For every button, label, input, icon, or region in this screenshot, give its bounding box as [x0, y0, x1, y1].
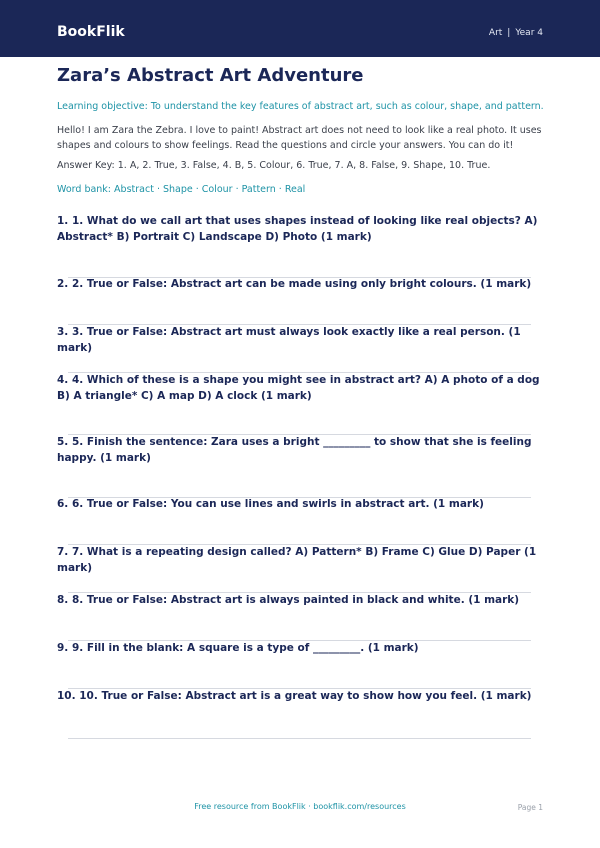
word-bank-label: Word bank:: [57, 184, 112, 195]
question-7: 7. 7. What is a repeating design called? A) Pattern* B) Frame C) Glue D) Paper (1 mark): [57, 546, 537, 574]
footer-credit[interactable]: Free resource from BookFlik · bookflik.com/resources: [194, 802, 406, 811]
question-9: 9. 9. Fill in the blank: A square is a type of _________. (1 mark): [57, 642, 419, 654]
subject-label: Art: [488, 28, 503, 38]
meta-separator: |: [507, 28, 511, 38]
year-label: Year 4: [515, 28, 543, 38]
question-3: 3. 3. True or False: Abstract art must always look exactly like a real person. (1 mark): [57, 326, 521, 354]
page-number: Page 1: [517, 803, 543, 812]
question-8: 8. 8. True or False: Abstract art is always painted in black and white. (1 mark): [57, 594, 520, 606]
page-title: Zara’s Abstract Art Adventure: [57, 65, 364, 86]
word-bank: Word bank: Abstract · Shape · Colour · Pattern · Real: [57, 184, 306, 195]
learning-objective: Learning objective: To understand the key features of abstract art, such as colour, shape, and pattern.: [57, 101, 544, 112]
answer-key: Answer Key: 1. A, 2. True, 3. False, 4. B, 5. Colour, 6. True, 7. A, 8. False, 9. Shape, 10. True.: [57, 160, 491, 171]
question-4: 4. 4. Which of these is a shape you might see in abstract art? A) A photo of a dog B) A triangle* C) A map D) A clock (1 mark): [57, 374, 540, 402]
question-10: 10. 10. True or False: Abstract art is a great way to show how you feel. (1 mark): [57, 690, 532, 702]
word-bank-word: Abstract: [114, 184, 154, 195]
brand-logo: BookFlik: [57, 24, 125, 40]
intro-text: Hello! I am Zara the Zebra. I love to paint! Abstract art does not need to look like a real photo. It uses shapes and colours to show feelings. Read the questions and circle your answers. You can do it!: [57, 125, 542, 151]
word-bank-word: Shape: [162, 184, 193, 195]
question-1: 1. 1. What do we call art that uses shapes instead of looking like real objects? A) Abstract* B) Portrait C) Landscape D) Photo (1 mark): [57, 215, 538, 243]
question-2: 2. 2. True or False: Abstract art can be made using only bright colours. (1 mark): [57, 278, 532, 290]
question-6: 6. 6. True or False: You can use lines and swirls in abstract art. (1 mark): [57, 498, 484, 510]
question-5: 5. 5. Finish the sentence: Zara uses a bright _________ to show that she is feeling happy. (1 mark): [57, 436, 532, 464]
word-bank-word: Pattern: [241, 184, 276, 195]
word-bank-word: Real: [284, 184, 306, 195]
subject-year: [489, 27, 543, 39]
header-bar: [0, 0, 600, 57]
word-bank-word: Colour: [201, 184, 233, 195]
answer-line-10[interactable]: [68, 738, 531, 739]
